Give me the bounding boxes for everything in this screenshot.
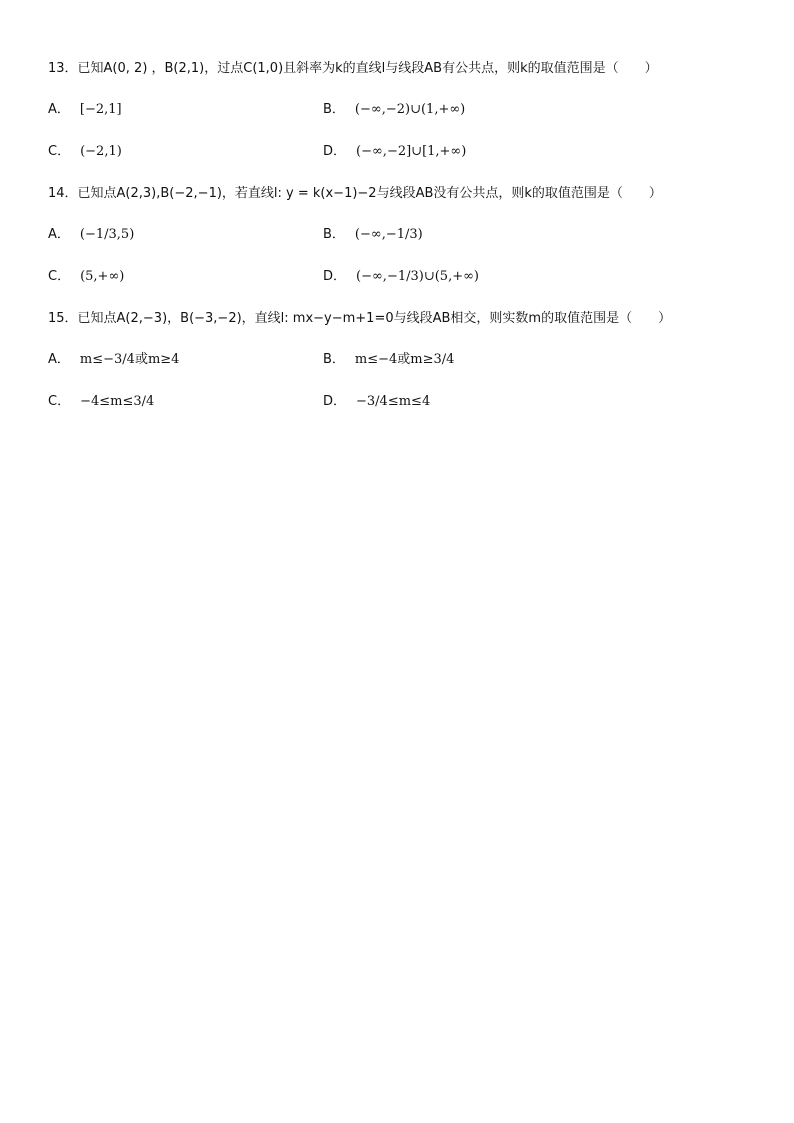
option-label: C． xyxy=(48,269,71,284)
option-text: [−2,1] xyxy=(79,102,122,117)
question-15-option-a xyxy=(48,350,179,370)
option-label: C． xyxy=(48,144,71,159)
option-label: A． xyxy=(48,352,70,367)
question-15-option-c xyxy=(48,392,154,412)
option-text: (−∞,−1/3)∪(5,+∞) xyxy=(356,269,479,284)
option-text: (−∞,−1/3) xyxy=(354,227,423,242)
option-text: (−∞,−2)∪(1,+∞) xyxy=(354,102,466,117)
question-14-option-d xyxy=(323,267,479,287)
option-label: C． xyxy=(48,394,71,409)
question-13-option-c xyxy=(48,142,122,162)
option-text: (5,+∞) xyxy=(80,269,125,284)
option-text: (−∞,−2]∪[1,+∞) xyxy=(356,144,467,159)
option-label: B． xyxy=(323,227,345,242)
option-label: D． xyxy=(323,144,347,159)
question-14-option-c xyxy=(48,267,124,287)
option-text: m≤−3/4或m≥4 xyxy=(79,352,180,367)
question-15-stem: 15．已知点A(2,−3)，B(−3,−2)，直线l: mx−y−m+1=0与线段AB相交，则实数m的取值范围是（ ） xyxy=(48,311,672,326)
option-text: m≤−4或m≥3/4 xyxy=(354,352,455,367)
question-14-stem: 14．已知点A(2,3),B(−2,−1)，若直线l: y = k(x−1)−2与线段AB没有公共点，则k的取值范围是（ ） xyxy=(48,186,662,201)
option-label: D． xyxy=(323,269,347,284)
option-text: −3/4≤m≤4 xyxy=(356,394,431,409)
option-label: D． xyxy=(323,394,347,409)
option-text: (−2,1) xyxy=(80,144,122,159)
question-13-option-a xyxy=(48,100,122,120)
option-label: A． xyxy=(48,227,70,242)
question-13-option-d xyxy=(323,142,466,162)
question-14-option-a xyxy=(48,225,134,245)
question-15-option-d xyxy=(323,392,430,412)
question-13-option-b xyxy=(323,100,465,120)
option-text: −4≤m≤3/4 xyxy=(80,394,155,409)
option-label: A． xyxy=(48,102,70,117)
option-label: B． xyxy=(323,102,345,117)
question-15-option-b xyxy=(323,350,454,370)
option-label: B． xyxy=(323,352,345,367)
question-13-stem: 13．已知A(0, 2) ，B(2,1)，过点C(1,0)且斜率为k的直线l与线段AB有公共点，则k的取值范围是（ ） xyxy=(48,61,658,76)
question-14-option-b xyxy=(323,225,423,245)
option-text: (−1/3,5) xyxy=(79,227,135,242)
